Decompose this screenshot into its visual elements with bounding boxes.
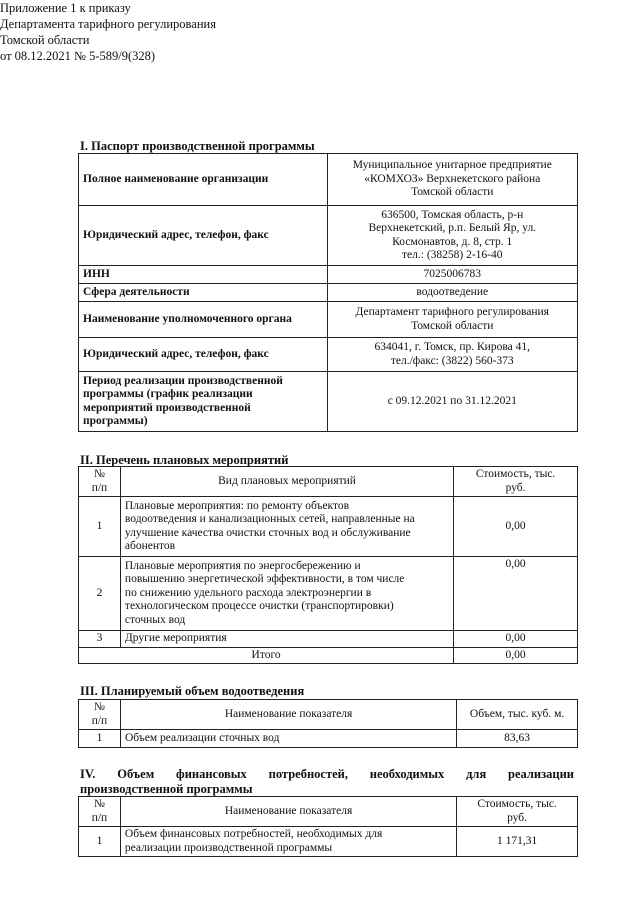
cell-value: 1 171,31: [457, 827, 578, 857]
row-label: Сфера деятельности: [79, 284, 328, 302]
header-line: №: [93, 701, 105, 713]
header-name: Вид плановых мероприятий: [120, 467, 453, 497]
table-row: [79, 730, 578, 748]
cell-cost: 0,00: [454, 497, 578, 557]
cell-cost: 0,00: [454, 631, 578, 648]
cell-num: 2: [79, 557, 121, 631]
label-line: программы (график реализации: [83, 388, 253, 400]
value-line: тел./факс: (3822) 560-373: [390, 354, 514, 367]
cell-name: Другие мероприятия: [120, 631, 453, 648]
title-word: для: [466, 767, 487, 781]
finance-table: [78, 796, 578, 857]
table-row: [79, 206, 578, 266]
title-word: IV.: [80, 767, 96, 781]
name-line: водоотведения и канализационных сетей, направленные на: [124, 513, 415, 525]
cell-name: [120, 497, 453, 557]
table-header-row: [79, 700, 578, 730]
cell-num: 1: [79, 730, 121, 748]
name-line: реализации производственной программы: [124, 841, 333, 854]
table-row: [79, 631, 578, 648]
total-value: 0,00: [454, 647, 578, 664]
table-row: [79, 302, 578, 338]
header-name: Наименование показателя: [120, 797, 456, 827]
row-value: [327, 154, 577, 206]
section4-title-line2: производственной программы: [80, 782, 253, 796]
title-word: финансовых: [176, 767, 247, 781]
value-line: «КОМХОЗ» Верхнекетского района: [364, 172, 541, 185]
header-num: [79, 467, 121, 497]
table-row: [79, 338, 578, 372]
section2-title: II. Перечень плановых мероприятий: [80, 453, 289, 467]
approval-block: [0, 0, 640, 64]
row-value: [327, 338, 577, 372]
value-line: Муниципальное унитарное предприятие: [352, 159, 552, 172]
cell-name: Объем реализации сточных вод: [120, 730, 456, 748]
name-line: по снижению удельного расхода электроэнергии в: [124, 586, 372, 599]
row-label: ИНН: [79, 266, 328, 284]
value-line: Департамент тарифного регулирования: [355, 306, 549, 318]
title-word: Объем: [117, 767, 155, 781]
header-cost: [457, 797, 578, 827]
row-label: Наименование уполномоченного органа: [79, 302, 328, 338]
row-label: Юридический адрес, телефон, факс: [79, 338, 328, 372]
title-word: необходимых: [369, 767, 445, 781]
table-header-row: [79, 797, 578, 827]
table-row: [79, 557, 578, 631]
name-line: сточных вод: [124, 613, 186, 626]
row-label: [79, 372, 328, 432]
name-line: абонентов: [124, 540, 176, 552]
cell-name: [120, 557, 453, 631]
approval-line: Томской области: [0, 33, 90, 47]
header-value: Объем, тыс. куб. м.: [457, 700, 578, 730]
header-line: №: [93, 468, 105, 480]
header-line: №: [93, 798, 105, 810]
label-line: мероприятий производственной: [83, 401, 251, 414]
header-line: руб.: [507, 811, 528, 824]
cell-cost: 0,00: [454, 557, 578, 631]
title-word: реализации: [508, 767, 574, 781]
value-line: Космонавтов, д. 8, стр. 1: [392, 235, 513, 248]
name-line: технологическом процессе очистки (транспортировки): [124, 600, 394, 613]
header-line: п/п: [91, 714, 108, 727]
header-line: п/п: [91, 481, 108, 494]
table-row: [79, 372, 578, 432]
table-row: [79, 827, 578, 857]
cell-name: [120, 827, 456, 857]
header-line: Стоимость, тыс.: [477, 798, 557, 810]
cell-num: 1: [79, 827, 121, 857]
name-line: Плановые мероприятия по энергосбережению и: [124, 559, 361, 572]
table-row: [79, 154, 578, 206]
header-name: Наименование показателя: [120, 700, 456, 730]
section4-title-line1: [80, 767, 574, 782]
total-label: Итого: [79, 647, 454, 664]
table-row: [79, 284, 578, 302]
name-line: Объем финансовых потребностей, необходимых для: [124, 828, 383, 840]
name-line: Плановые мероприятия: по ремонту объектов: [124, 499, 350, 512]
header-line: руб.: [505, 481, 526, 494]
row-label: Полное наименование организации: [79, 154, 328, 206]
value-line: Томской области: [411, 186, 494, 199]
table-header-row: [79, 467, 578, 497]
passport-table: [78, 153, 578, 432]
cell-num: 3: [79, 631, 121, 648]
table-total-row: [79, 647, 578, 664]
row-value: с 09.12.2021 по 31.12.2021: [327, 372, 577, 432]
value-line: Верхнекетский, р.п. Белый Яр, ул.: [368, 222, 537, 234]
value-line: тел.: (38258) 2-16-40: [402, 249, 503, 261]
label-line: программы): [83, 415, 148, 427]
header-num: [79, 797, 121, 827]
table-row: [79, 266, 578, 284]
title-word: потребностей,: [268, 767, 348, 781]
value-line: 634041, г. Томск, пр. Кирова 41,: [374, 341, 530, 353]
label-line: Период реализации производственной: [83, 374, 283, 387]
row-label: Юридический адрес, телефон, факс: [79, 206, 328, 266]
row-value: 7025006783: [327, 266, 577, 284]
name-line: улучшение качества очистки сточных вод и обслуживание: [124, 526, 411, 539]
approval-line: Приложение 1 к приказу: [0, 1, 131, 15]
header-line: Стоимость, тыс.: [475, 468, 556, 480]
header-cost: [454, 467, 578, 497]
section3-title: III. Планируемый объем водоотведения: [80, 684, 305, 698]
approval-line: Департамента тарифного регулирования: [0, 17, 216, 31]
measures-table: [78, 466, 578, 664]
row-value: [327, 206, 577, 266]
value-line: Томской области: [411, 319, 494, 332]
header-num: [79, 700, 121, 730]
name-line: повышению энергетической эффективности, в том числе: [124, 573, 405, 586]
volume-table: [78, 699, 578, 748]
value-line: 636500, Томская область, р-н: [381, 208, 524, 221]
cell-value: 83,63: [457, 730, 578, 748]
section1-title: I. Паспорт производственной программы: [80, 139, 315, 153]
approval-line: от 08.12.2021 № 5-589/9(328): [0, 49, 156, 63]
row-value: [327, 302, 577, 338]
header-line: п/п: [91, 811, 108, 824]
row-value: водоотведение: [327, 284, 577, 302]
table-row: [79, 497, 578, 557]
section4-title: [80, 767, 574, 797]
cell-num: 1: [79, 497, 121, 557]
